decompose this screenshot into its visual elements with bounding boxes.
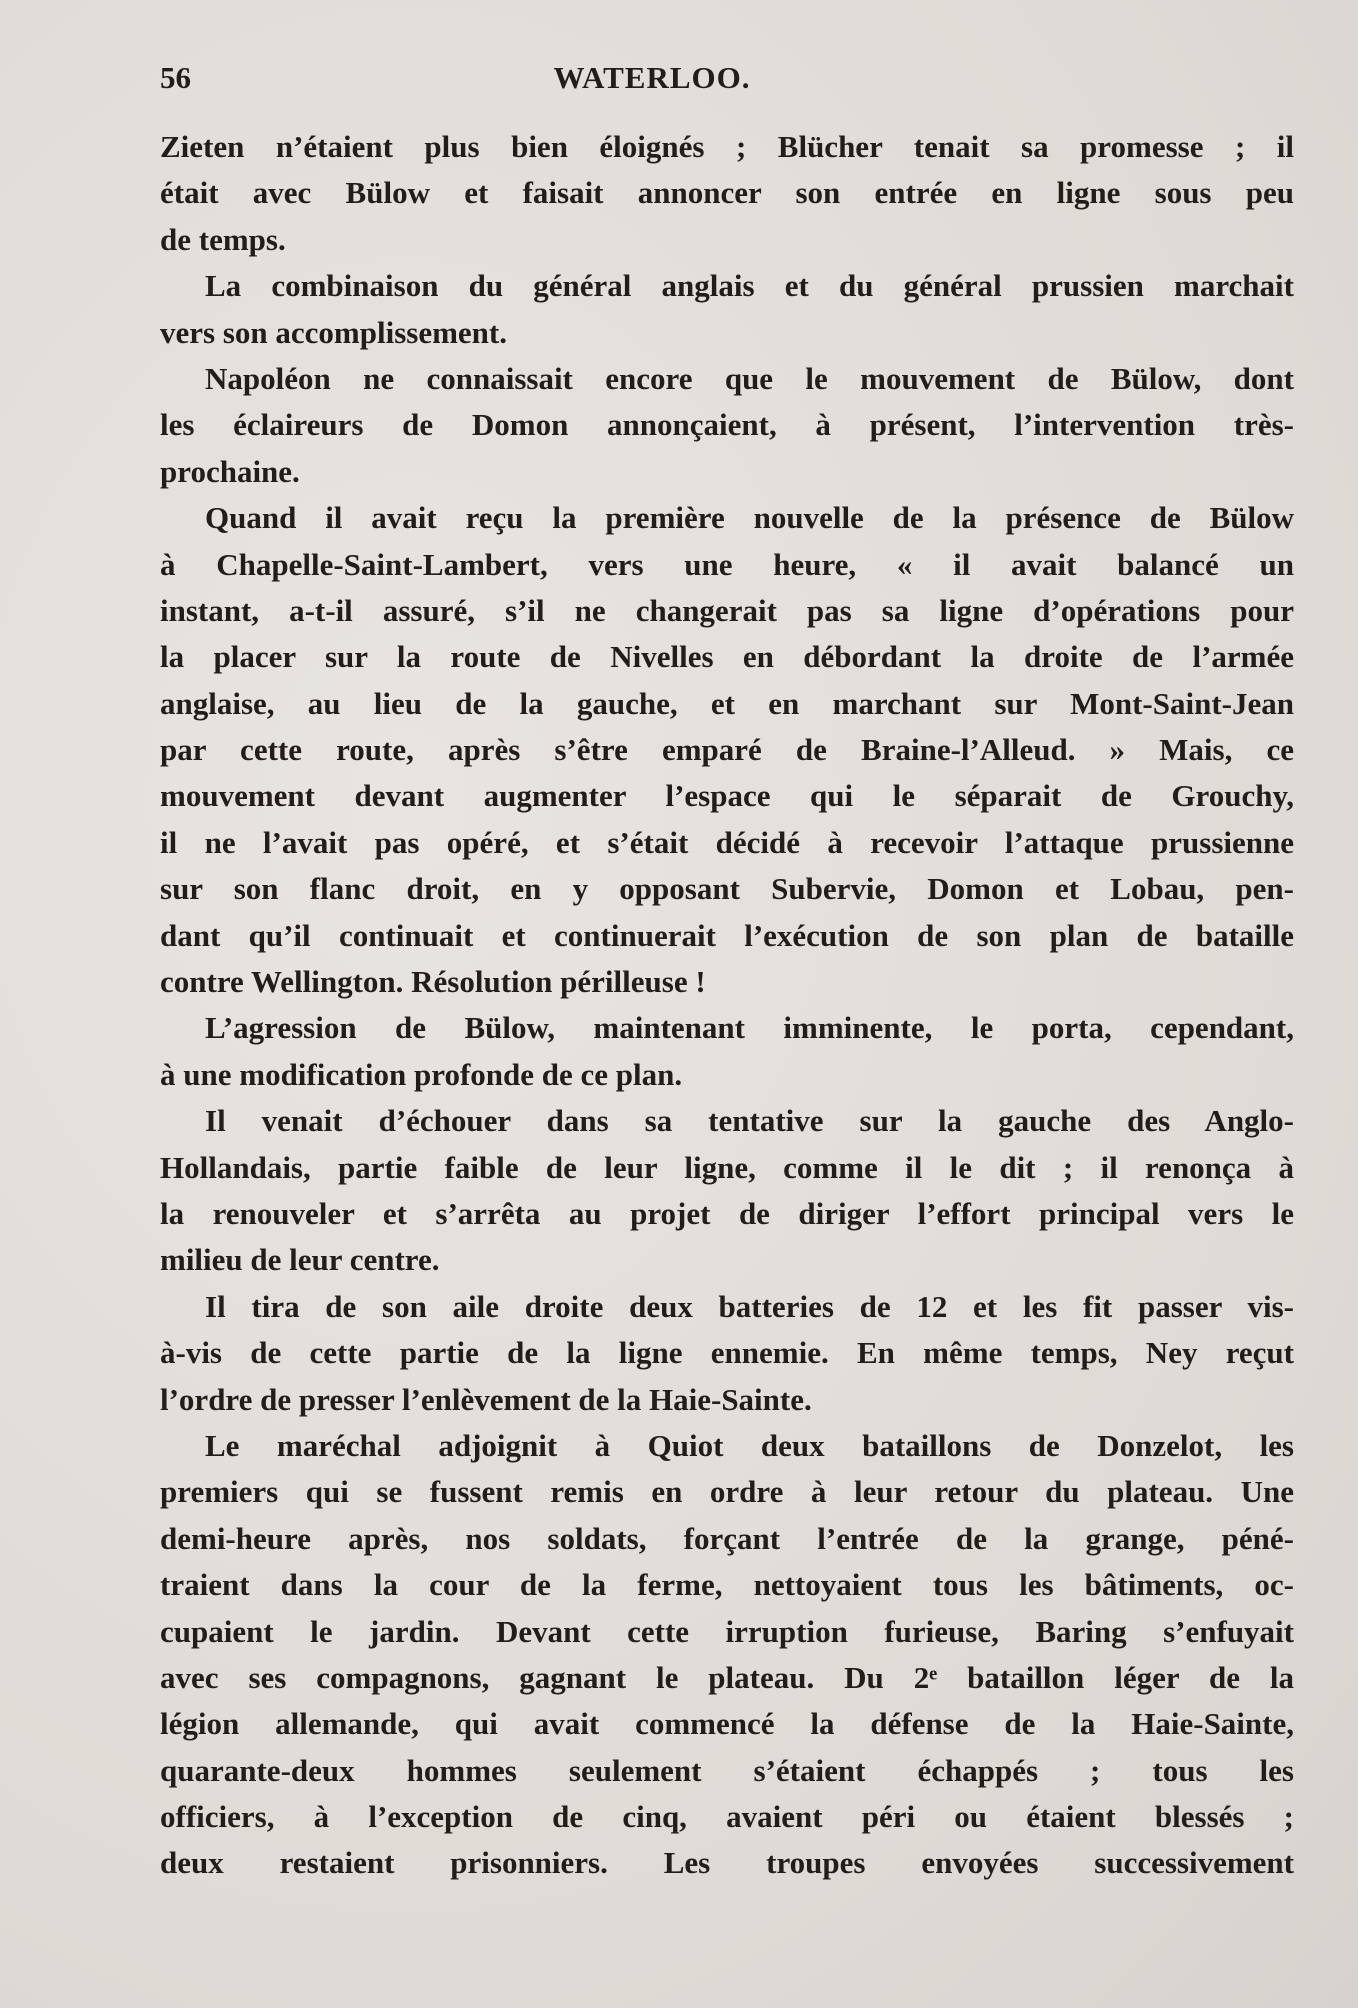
text-line: premiers qui se fussent remis en ordre à leur retour du plateau. Une [160, 1474, 1294, 1510]
text-line: l’ordre de presser l’enlèvement de la Haie-Sainte. [160, 1381, 812, 1417]
paragraph [160, 1098, 1294, 1284]
page-number: 56 [160, 60, 191, 95]
running-title: WATERLOO. [553, 60, 751, 95]
text-line: anglaise, au lieu de la gauche, et en marchant sur Mont-Saint-Jean [160, 685, 1294, 721]
text-line: Le maréchal adjoignit à Quiot deux bataillons de Donzelot, les [205, 1427, 1294, 1463]
text-line: milieu de leur centre. [160, 1242, 440, 1278]
text-line: Il venait d’échouer dans sa tentative sur la gauche des Anglo- [205, 1103, 1294, 1139]
text-line: avec ses compagnons, gagnant le plateau. Du 2ᵉ bataillon léger de la [160, 1659, 1294, 1695]
text-line: cupaient le jardin. Devant cette irruption furieuse, Baring s’enfuyait [160, 1613, 1294, 1649]
paragraph [160, 1005, 1294, 1098]
text-line: La combinaison du général anglais et du général prussien marchait [205, 268, 1294, 304]
text-line: à Chapelle-Saint-Lambert, vers une heure, « il avait balancé un [160, 546, 1294, 582]
text-line: L’agression de Bülow, maintenant imminente, le porta, cependant, [205, 1010, 1294, 1046]
text-line: quarante-deux hommes seulement s’étaient échappés ; tous les [160, 1752, 1294, 1788]
text-line: à-vis de cette partie de la ligne ennemie. En même temps, Ney reçut [160, 1335, 1294, 1371]
text-line: sur son flanc droit, en y opposant Subervie, Domon et Lobau, pen- [160, 871, 1294, 907]
page-header [160, 60, 1294, 106]
paragraph [160, 356, 1294, 495]
paragraph [160, 1284, 1294, 1423]
text-line: Hollandais, partie faible de leur ligne, comme il le dit ; il renonça à [160, 1149, 1294, 1185]
text-line: la placer sur la route de Nivelles en débordant la droite de l’armée [160, 639, 1294, 675]
text-line: instant, a-t-il assuré, s’il ne changerait pas sa ligne d’opérations pour [160, 592, 1294, 628]
text-line: dant qu’il continuait et continuerait l’exécution de son plan de bataille [160, 917, 1294, 953]
text-line: prochaine. [160, 453, 300, 489]
text-line: traient dans la cour de la ferme, nettoyaient tous les bâtiments, oc- [160, 1567, 1294, 1603]
text-line: à une modification profonde de ce plan. [160, 1056, 683, 1092]
text-line: Zieten n’étaient plus bien éloignés ; Blücher tenait sa promesse ; il [160, 129, 1294, 164]
text-line: les éclaireurs de Domon annonçaient, à présent, l’intervention très- [160, 407, 1294, 443]
text-line: Quand il avait reçu la première nouvelle de la présence de Bülow [205, 500, 1294, 536]
text-line: la renouveler et s’arrêta au projet de diriger l’effort principal vers le [160, 1195, 1294, 1231]
text-line: Il tira de son aile droite deux batteries de 12 et les fit passer vis- [205, 1288, 1294, 1324]
text-line: il ne l’avait pas opéré, et s’était décidé à recevoir l’attaque prussienne [160, 824, 1294, 860]
paragraph [160, 263, 1294, 356]
text-line: deux restaient prisonniers. Les troupes envoyées successivement [160, 1845, 1294, 1881]
text-line: vers son accomplissement. [160, 314, 507, 350]
paragraph [160, 124, 1294, 263]
text-line: de temps. [160, 221, 286, 257]
text-line: par cette route, après s’être emparé de Braine-l’Alleud. » Mais, ce [160, 732, 1294, 768]
text-line: contre Wellington. Résolution périlleuse ! [160, 964, 706, 1000]
text-line: était avec Bülow et faisait annoncer son entrée en ligne sous peu [160, 175, 1294, 211]
page-body-text [160, 124, 1294, 1887]
paragraph [160, 1423, 1294, 1887]
text-line: mouvement devant augmenter l’espace qui le séparait de Grouchy, [160, 778, 1294, 814]
text-line: légion allemande, qui avait commencé la défense de la Haie-Sainte, [160, 1706, 1294, 1742]
paragraph [160, 495, 1294, 1005]
text-line: officiers, à l’exception de cinq, avaient péri ou étaient blessés ; [160, 1799, 1294, 1835]
text-line: Napoléon ne connaissait encore que le mouvement de Bülow, dont [205, 360, 1294, 396]
text-line: demi-heure après, nos soldats, forçant l’entrée de la grange, péné- [160, 1520, 1294, 1556]
